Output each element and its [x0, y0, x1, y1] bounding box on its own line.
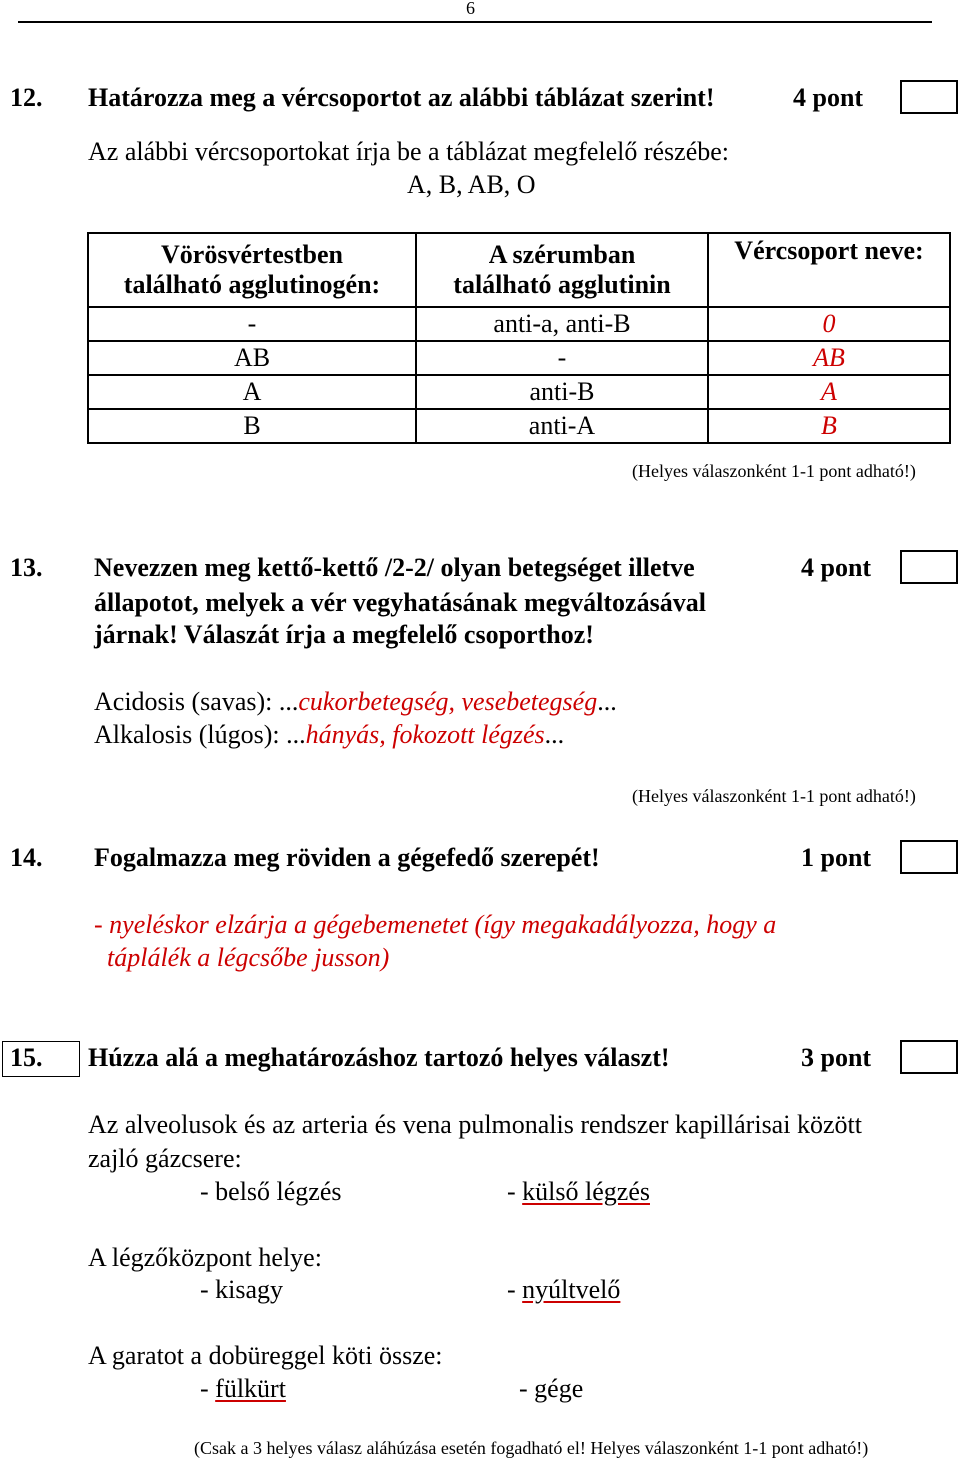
table-cell-answer: 0: [708, 307, 950, 341]
q15-item3-option2[interactable]: - gége: [519, 1374, 584, 1403]
q13-points: 4 pont: [801, 553, 872, 582]
table-row: [88, 409, 950, 443]
table-cell-answer: B: [708, 409, 950, 443]
q14-score-box[interactable]: [900, 840, 958, 874]
q15-item2-text: A légzőközpont helye:: [88, 1243, 322, 1272]
table-cell: -: [416, 341, 708, 375]
q12-instruction: Az alábbi vércsoportokat írja be a táblázat megfelelő részébe:: [88, 137, 730, 166]
q15-points: 3 pont: [801, 1043, 872, 1072]
q13-title-line1: Nevezzen meg kettő-kettő /2-2/ olyan betegséget illetve: [94, 553, 695, 582]
q15-item1-text-line1: Az alveolusok és az arteria és vena pulmonalis rendszer kapillárisai között: [88, 1110, 862, 1139]
header-rule: [18, 21, 932, 23]
q13-acidosis: Acidosis (savas): ...cukorbetegség, vesebetegség...: [94, 687, 617, 716]
table-cell: anti-a, anti-B: [416, 307, 708, 341]
q13-number: 13.: [10, 553, 43, 582]
q15-item2-option1[interactable]: - kisagy: [200, 1275, 284, 1304]
underlined-answer: külső légzés: [522, 1177, 650, 1206]
table-cell: AB: [88, 341, 416, 375]
table-cell: anti-B: [416, 375, 708, 409]
q12-options: A, B, AB, O: [407, 170, 536, 199]
q15-item1-option1[interactable]: - belső légzés: [200, 1177, 342, 1206]
q12-number: 12.: [10, 83, 43, 112]
underlined-answer: fülkürt: [215, 1374, 286, 1403]
q15-title: Húzza alá a meghatározáshoz tartozó helyes választ!: [88, 1043, 670, 1072]
q15-item1-option2[interactable]: - külső légzés: [507, 1177, 650, 1206]
q12-points: 4 pont: [793, 83, 864, 112]
table-header-cell: Vörösvértestben található agglutinogén:: [88, 233, 416, 307]
q12-note: (Helyes válaszonként 1-1 pont adható!): [632, 461, 916, 481]
table-cell: B: [88, 409, 416, 443]
q15-item3-text: A garatot a dobüreggel köti össze:: [88, 1341, 443, 1370]
q15-item2-option2[interactable]: - nyúltvelő: [507, 1275, 621, 1304]
table-cell: A: [88, 375, 416, 409]
q15-number: 15.: [10, 1043, 43, 1072]
q13-note: (Helyes válaszonként 1-1 pont adható!): [632, 786, 916, 806]
q12-score-box[interactable]: [900, 80, 958, 114]
underlined-answer: nyúltvelő: [522, 1275, 621, 1304]
table-cell-answer: AB: [708, 341, 950, 375]
page-number: 6: [466, 0, 475, 18]
table-header-cell: Vércsoport neve:: [708, 233, 950, 307]
q12-title: Határozza meg a vércsoportot az alábbi táblázat szerint!: [88, 83, 715, 112]
blood-type-table: [87, 232, 951, 444]
q13-alkalosis: Alkalosis (lúgos): ...hányás, fokozott légzés...: [94, 720, 565, 749]
q15-item1-text-line2: zajló gázcsere:: [88, 1144, 242, 1173]
table-row: [88, 375, 950, 409]
q15-note: (Csak a 3 helyes válasz aláhúzása esetén fogadható el! Helyes válaszonként 1-1 pont adható!): [194, 1438, 869, 1458]
q14-answer-line1: - nyeléskor elzárja a gégebemenetet (így megakadályozza, hogy a: [94, 910, 777, 939]
table-row: [88, 341, 950, 375]
q13-acidosis-answer: cukorbetegség, vesebetegség: [298, 687, 598, 716]
q14-answer-line2: táplálék a légcsőbe jusson): [107, 943, 390, 972]
q14-title: Fogalmazza meg röviden a gégefedő szerepét!: [94, 843, 600, 872]
table-header-cell: A szérumban található agglutinin: [416, 233, 708, 307]
table-cell-answer: A: [708, 375, 950, 409]
table-cell: anti-A: [416, 409, 708, 443]
table-cell: -: [88, 307, 416, 341]
q13-title-line2: állapotot, melyek a vér vegyhatásának megváltozásával: [94, 588, 706, 617]
q13-title-line3: járnak! Válaszát írja a megfelelő csoporthoz!: [94, 620, 594, 649]
q15-score-box[interactable]: [900, 1040, 958, 1074]
q14-points: 1 pont: [801, 843, 872, 872]
q13-score-box[interactable]: [900, 550, 958, 584]
q13-alkalosis-answer: hányás, fokozott légzés: [305, 720, 545, 749]
q14-number: 14.: [10, 843, 43, 872]
q15-item3-option1[interactable]: - fülkürt: [200, 1374, 286, 1403]
table-header-row: [88, 233, 950, 307]
table-row: [88, 307, 950, 341]
